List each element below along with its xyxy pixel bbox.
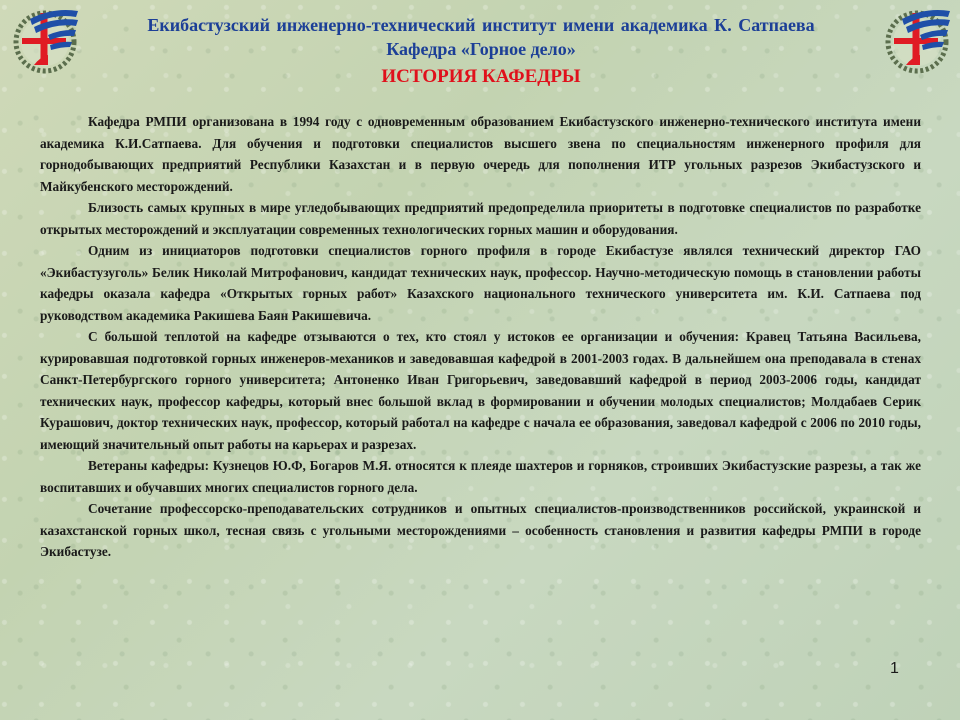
department-name: Кафедра «Горное дело» xyxy=(386,39,576,59)
history-paragraph: Кафедра РМПИ организована в 1994 году с одновременным образованием Екибастузского инженерно-технического института имени академика К.И.Сатпаева. Для обучения и подготовки специалистов высшего звена по специальностям инженерного профиля для горнодобывающих предприятий Республики Казахстан и в первую очередь для пополнения ИТР угольных разрезов Экибастузского и Майкубенского месторождений. xyxy=(40,114,921,194)
history-paragraph: С большой теплотой на кафедре отзываются о тех, кто стоял у истоков ее организации и обучения: Кравец Татьяна Васильева, курировавшая подготовкой горных инженеров-механиков и заведовавшая кафедрой в 2001-2003 годах. В дальнейшем она преподавала в стенах Санкт-Петербургского горного университета; Антоненко Иван Григорьевич, заведовавший кафедрой в период 2003-2006 годы, кандидат технических наук, профессор кафедры, который внес большой вклад в формировании и обучении молодых специалистов; Молдабаев Серик Курашович, доктор технических наук, профессор, который работал на кафедре с начала ее образования, заведовал кафедрой с 2006 по 2010 годы, имеющий значительный опыт работы на карьерах и разрезах. xyxy=(40,329,921,452)
page-title: ИСТОРИЯ КАФЕДРЫ xyxy=(381,66,581,87)
history-paragraph: Близость самых крупных в мире угледобывающих предприятий предопределила приоритеты в подготовке специалистов по разработке открытых месторождений и эксплуатации современных технологических горных машин и оборудования. xyxy=(40,200,921,237)
institute-emblem-icon xyxy=(8,5,82,75)
history-text xyxy=(40,111,921,563)
institute-logo-right xyxy=(880,5,954,75)
institute-logo-left xyxy=(8,5,82,75)
institute-emblem-icon xyxy=(880,5,954,75)
institute-name: Екибастузский инженерно-технический институт имени академика К. Сатпаева xyxy=(147,15,815,35)
slide-header xyxy=(90,13,872,90)
history-paragraph: Одним из инициаторов подготовки специалистов горного профиля в городе Екибастузе являлся технический директор ГАО «Экибастузуголь» Белик Николай Митрофанович, кандидат технических наук, профессор. Научно-методическую помощь в становлении работы кафедры оказала кафедра «Открытых горных работ» Казахского национального технического университета им. К.И. Сатпаева под руководством академика Ракишева Баян Ракишевича. xyxy=(40,243,921,323)
page-number: 1 xyxy=(890,660,899,677)
history-paragraph: Сочетание профессорско-преподавательских сотрудников и опытных специалистов-производственников российской, украинской и казахстанской горных школ, тесная связь с угольными месторождениями – особенность становления и развития кафедры РМПИ в городе Экибастузе. xyxy=(40,501,921,559)
history-paragraph: Ветераны кафедры: Кузнецов Ю.Ф, Богаров М.Я. относятся к плеяде шахтеров и горняков, строивших Экибастузские разрезы, а так же воспитавших и обучавших многих специалистов горного дела. xyxy=(40,458,921,495)
